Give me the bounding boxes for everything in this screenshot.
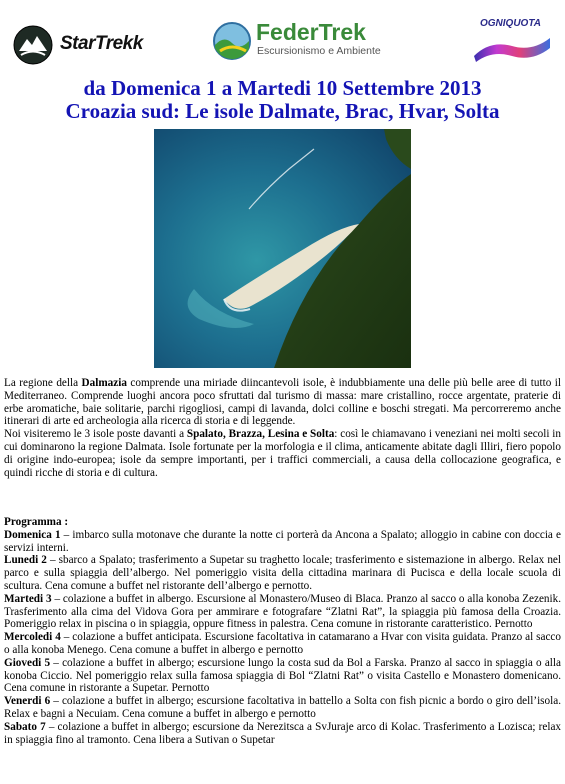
program-day: Domenica 1 – imbarco sulla motonave che durante la notte ci porterà da Ancona a Spalato; alloggio in cabine con doccia e servizi interni. [4, 528, 561, 554]
program-heading: Programma : [4, 516, 69, 528]
program-day: Mercoledi 4 – colazione a buffet anticipata. Escursione facoltativa in catamarano a Hvar con visita guidata. Pranzo al sacco o alla konoba Menego. Cena comune a buffet in albergo e pernotto [4, 631, 561, 656]
program-day: Sabato 7 – colazione a buffet in albergo; escursione da Nerezitsca a SvJuraje arco di Kolac. Trasferimento a Lozisca; relax in spiaggia fino al tramonto. Cena libera a Sutivan o Supetar [4, 720, 562, 746]
globe-landscape-icon [212, 21, 252, 61]
program-day: Giovedi 5 – colazione a buffet in albergo; escursione lungo la costa sud da Bol a Farska. Pranzo al sacco in spiaggia o alla konoba Ciccio. Nel pomeriggio relax sulla famosa spiaggia di Bol “Zlatni Rat” o visita Castello e Monastero domenicano. Cena comune in ristorante a Supetar. Pernotto [4, 656, 561, 695]
title-line-1: da Domenica 1 a Martedi 10 Settembre 2013 [83, 76, 482, 100]
intro-paragraph-2: Noi visiteremo le 3 isole poste davanti a Spalato, Brazza, Lesina e Solta: così le chiamavano i veneziani nei molti secoli in cui dominarono la regione Dalmata. Isole fortunate per la morfologia e il clima, anticamente abitate dagli Illiri, fiero popolo di origine indo-europea; isole da sempre importanti, per i traffici commerciali, a causa della collocazione geografica, e quindi ricche di storia e di cultura. [4, 428, 561, 479]
aerial-beach-photo [154, 129, 411, 368]
program-day: Martedi 3 – colazione a buffet in albergo. Escursione al Monastero/Museo di Blaca. Pranzo al sacco o alla konoba Zezenik. Trasferimento alla cima del Vidova Gora per ammirare e fotografare “Zlatni Rat”, la spiaggia più famosa della Croazia. Pomeriggio relax in piscina o in spiaggia, oppure fitness in palestra. Cena comune in ristorante caratteristico. Pernotto [4, 592, 562, 631]
program-day: Venerdi 6 – colazione a buffet in albergo; escursione facoltativa in battello a Solta con fish picnic a bordo o giro dell’isola. Relax e bagni a Necuiam. Cena comune a buffet in albergo e pernotto [4, 695, 562, 720]
startrekk-logo [12, 24, 143, 66]
federtrek-tagline: Escursionismo e Ambiente [257, 45, 381, 57]
zlatni-rat-aerial-image [154, 129, 411, 368]
island-names: Spalato, Brazza, Lesina e Solta [186, 428, 335, 441]
ogniquota-logo [470, 18, 555, 66]
rainbow-wave-icon [470, 30, 555, 66]
startrekk-wordmark: StarTrekk [60, 33, 143, 54]
region-name: Dalmazia [81, 377, 127, 389]
title-line-2: Croazia sud: Le isole Dalmate, Brac, Hvar, Solta [65, 99, 500, 123]
intro-text [4, 377, 561, 479]
program-day: Lunedi 2 – sbarco a Spalato; trasferimento a Supetar su traghetto locale; trasferimento e sistemazione in albergo. Relax nel parco e sulla spiaggia dell’albergo. Nel pomeriggio visita della cittadina marinara di Pucisca e della locale scuola di scultura. Cena comune a buffet nel ristorante dell’albergo e pernotto. [4, 554, 562, 592]
ogniquota-wordmark: OGNIQUOTA [480, 18, 541, 29]
federtrek-logo [212, 19, 412, 63]
program-section [4, 516, 561, 746]
intro-paragraph-1: La regione della Dalmazia comprende una miriade diincantevoli isole, è indubbiamente una delle più belle aree di tutto il Mediterraneo. Comprende luoghi ancora poco sfruttati dal turismo di massa: mare cristallino, rocce argentate, praterie di erbe aromatiche, baie solitarie, parchi rigogliosi, campi di lavanda, dolci colline e boschi stregati. Ma percorreremo anche itinerari di arte ed archeologia alla ricerca di storia e di leggende. [4, 377, 561, 428]
federtrek-wordmark: FederTrek [256, 19, 366, 45]
